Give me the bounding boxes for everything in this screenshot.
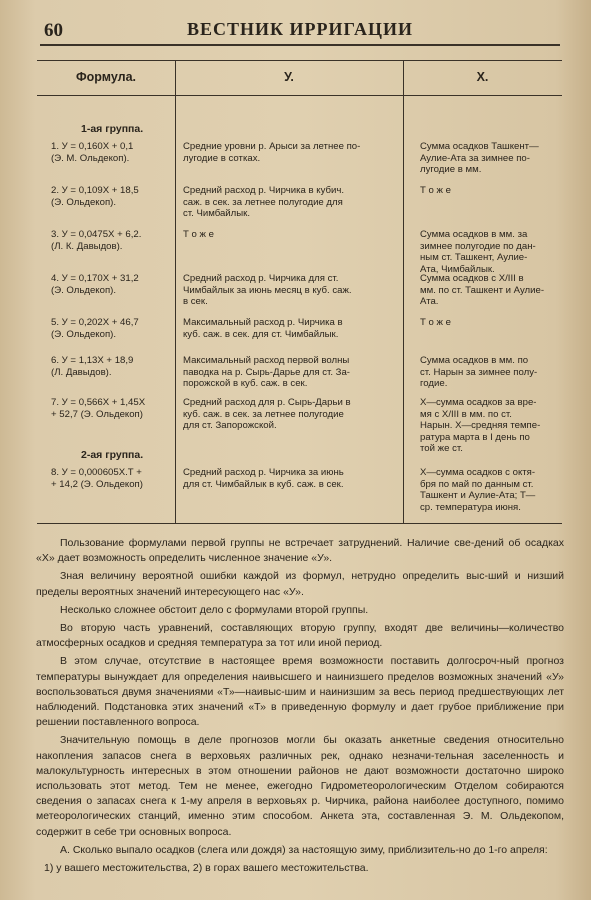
formula-cell: 6. У = 1,13Х + 18,9 (Л. Давыдов).: [51, 355, 134, 378]
x-cell: Сумма осадков Ташкент— Аулие-Ата за зимнее по- лугодие в мм.: [420, 141, 539, 175]
x-cell: Т о ж е: [420, 185, 451, 196]
paragraph: Пользование формулами первой группы не встречает затруднений. Наличие све-дений об осадках «Х» дает возможность определить численное значение «У».: [36, 537, 564, 565]
y-cell: Средний расход р. Чирчика для ст. Чимбайлык за июнь месяц в куб. саж. в сек.: [183, 273, 352, 307]
y-cell: Максимальный расход р. Чирчика в куб. саж. в сек. для ст. Чимбайлык.: [183, 317, 343, 340]
header-divider: [37, 95, 562, 96]
group-title-1: 1-ая группа.: [81, 123, 144, 135]
y-cell: Средний расход для р. Сырь-Дарьи в куб. саж. в сек. за летнее полугодие для ст. Запорожской.: [183, 397, 351, 431]
group-title-2: 2-ая группа.: [81, 449, 144, 461]
y-cell: Максимальный расход первой волны паводка на р. Сырь-Дарье для ст. За- порожской в куб. саж. в сек.: [183, 355, 350, 389]
body-text: [36, 536, 564, 879]
paragraph: Значительную помощь в деле прогнозов могли бы оказать анкетные сведения относительно накопления запасов снега в верховьях различных рек, однако незначи-тельная заселенность и малокультурность интересных в этом отношении районов не дают возможности достаточно широко использовать этот метод. Тем не менее, ежегодно Гидрометеорологическим Отделом собираются сведения о запасах снега к 1-му апреля в верховьях р. Чирчика, района наиболее доступного, помимо метеорологических станций, именно этим способом. Анкета эта, составленная Э. М. Ольдекопом, содержит в себе три основных вопроса.: [36, 734, 564, 838]
x-cell: Сумма осадков в мм. по ст. Нарын за зимнее полу- годие.: [420, 355, 538, 389]
paragraph: Зная величину вероятной ошибки каждой из формул, нетрудно определить выс-ший и низший пределы вероятных значений интересующего нас «У».: [36, 570, 564, 598]
paragraph: 1) у вашего местожительства, 2) в горах вашего местожительства.: [44, 862, 369, 875]
formula-cell: 4. У = 0,170Х + 31,2 (Э. Ольдекоп).: [51, 273, 139, 296]
x-cell: Сумма осадков с Х/III в мм. по ст. Ташкент и Аулие- Ата.: [420, 273, 545, 307]
x-cell: Сумма осадков в мм. за зимнее полугодие по дан- ным ст. Ташкент, Аулие- Ата, Чимбайлык.: [420, 229, 536, 275]
page-number: 60: [44, 20, 63, 41]
formula-cell: 2. У = 0,109Х + 18,5 (Э. Ольдекоп).: [51, 185, 139, 208]
formula-table: [37, 60, 562, 524]
y-cell: Средний расход р. Чирчика за июнь для ст. Чимбайлык в куб. саж. в сек.: [183, 467, 344, 490]
x-cell: Х—сумма осадков с октя- бря по май по данным ст. Ташкент и Аулие-Ата; Т— ср. температура июня.: [420, 467, 536, 513]
x-cell: Т о ж е: [420, 317, 451, 328]
formula-cell: 5. У = 0,202Х + 46,7 (Э. Ольдекоп).: [51, 317, 139, 340]
paragraph: Во вторую часть уравнений, составляющих вторую группу, входят две величины—количество атмосферных осадков и средняя температура за тот или иной период.: [36, 622, 564, 650]
paragraph: В этом случае, отсутствие в настоящее время возможности поставить долгосроч-ный прогноз температуры вынуждает для определения наивысшего и наинизшего пределов возможных значений «У» воспользоваться двумя значениями «Т»—наивыс-шим и наинизшим за весь период предшествующих лет наблюдений. Подстановка этих значений «Т» в приведенную формулу и дает грубое приближение при решении поставленного вопроса.: [36, 655, 564, 729]
journal-title: ВЕСТНИК ИРРИГАЦИИ: [186, 19, 414, 39]
formula-cell: 3. У = 0,0475Х + 6,2. (Л. К. Давыдов).: [51, 229, 142, 252]
y-cell: Т о ж е: [183, 229, 214, 240]
paragraph: А. Сколько выпало осадков (слега или дождя) за настоящую зиму, приблизитель-но до 1-го апреля:: [60, 843, 548, 856]
formula-cell: 8. У = 0,000605Х.Т + + 14,2 (Э. Ольдекоп): [51, 467, 143, 490]
header-formula: Формула.: [75, 70, 136, 84]
header-y: У.: [284, 70, 294, 84]
header-x: Х.: [476, 70, 489, 84]
page-header: [40, 18, 560, 46]
formula-cell: 1. У = 0,160Х + 0,1 (Э. М. Ольдекоп).: [51, 141, 134, 164]
y-cell: Средний расход р. Чирчика в кубич. саж. в сек. за летнее полугодие для ст. Чимбайлык.: [183, 185, 345, 219]
paragraph: Несколько сложнее обстоит дело с формулами второй группы.: [60, 603, 369, 616]
formula-cell: 7. У = 0,566Х + 1,45Х + 52,7 (Э. Ольдекоп): [51, 397, 146, 420]
y-cell: Средние уровни р. Арыси за летнее по- лугодие в сотках.: [183, 141, 361, 164]
x-cell: Х—сумма осадков за вре- мя с Х/III в мм. по ст. Нарын. Х—средняя темпе- ратура марта в I день по той же ст.: [420, 397, 541, 454]
column-divider-2: [403, 61, 404, 523]
